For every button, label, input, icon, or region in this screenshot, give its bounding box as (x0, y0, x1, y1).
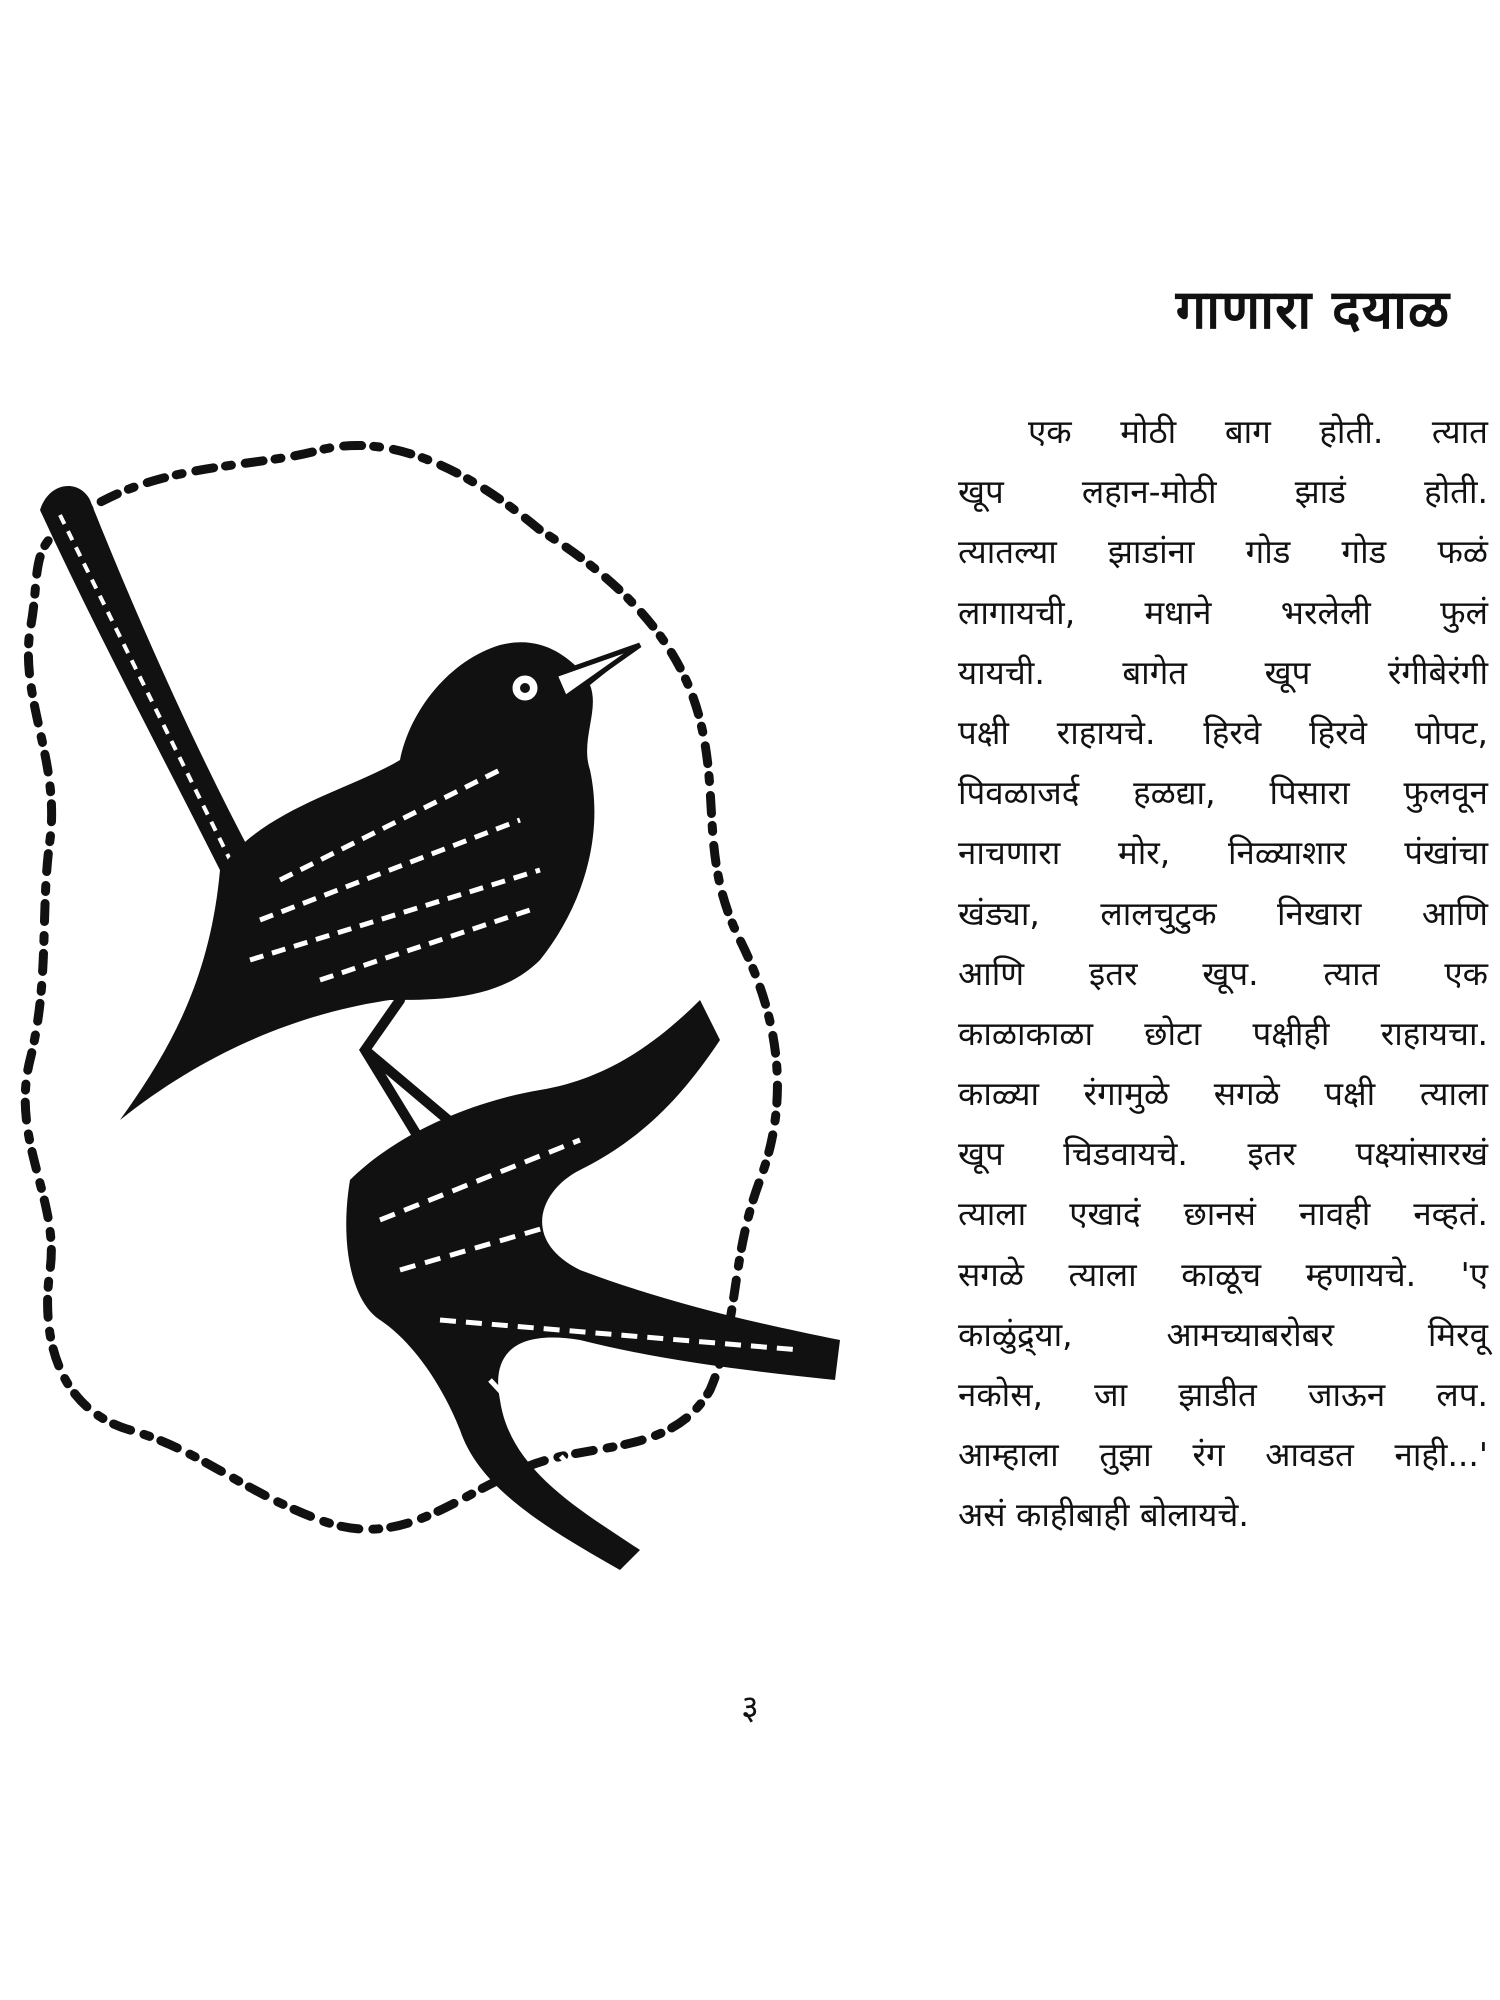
story-line: खंड्या, लालचुटुक निखारा आणि (958, 893, 1488, 933)
story-line: पिवळाजर्द हळद्या, पिसारा फुलवून (958, 773, 1488, 813)
story-line: एक मोठी बाग होती. त्यात (1028, 412, 1488, 451)
story-line: आम्हाला तुझा रंग आवडत नाही...' (958, 1435, 1488, 1475)
story-line: आणि इतर खूप. त्यात एक (958, 953, 1488, 993)
story-line: नकोस, जा झाडीत जाऊन लप. (958, 1375, 1488, 1414)
branch (346, 1000, 840, 1570)
story-line: लागायची, मधाने भरलेली फुलं (958, 592, 1488, 632)
story-line: असं काहीबाही बोलायचे. (958, 1495, 1249, 1535)
bird-tail (40, 486, 260, 890)
story-line: पक्षी राहायचे. हिरवे हिरवे पोपट, (958, 712, 1488, 752)
story-line: त्याला एखादं छानसं नावही नव्हतं. (958, 1194, 1488, 1234)
story-line: काळ्या रंगामुळे सगळे पक्षी त्याला (958, 1074, 1488, 1114)
story-text (958, 402, 1488, 1546)
bird-illustration (20, 440, 920, 1620)
story-line: नाचणारा मोर, निळ्याशार पंखांचा (958, 833, 1488, 873)
story-line: खूप लहान-मोठी झाडं होती. (958, 472, 1488, 512)
bird-body (120, 642, 640, 1120)
story-line: त्यातल्या झाडांना गोड गोड फळं (958, 532, 1488, 572)
story-line: खूप चिडवायचे. इतर पक्ष्यांसारखं (958, 1134, 1488, 1174)
page-number: ३ (741, 1688, 759, 1728)
story-line: यायची. बागेत खूप रंगीबेरंगी (958, 652, 1488, 692)
bird-beak (555, 645, 640, 698)
story-line: काळाकाळा छोटा पक्षीही राहायचा. (958, 1013, 1488, 1053)
story-line: काळुंद्र्या, आमच्याबरोबर मिरवू (958, 1314, 1488, 1354)
story-title: गाणारा दयाळ (1175, 278, 1450, 341)
story-line: सगळे त्याला काळूच म्हणायचे. 'ए (958, 1254, 1488, 1294)
